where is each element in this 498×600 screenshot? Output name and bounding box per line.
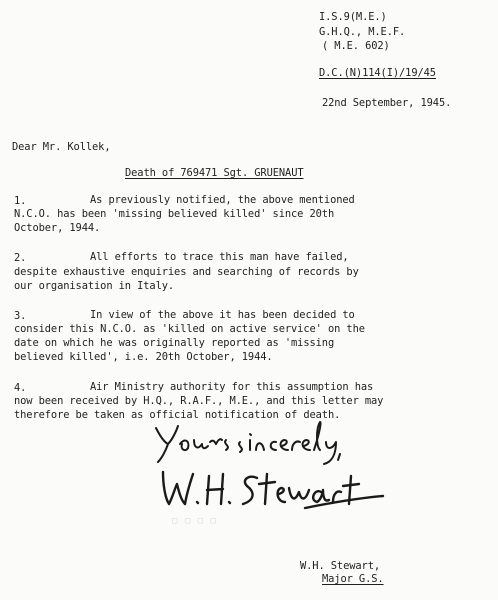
paragraph-number-2: 2.: [14, 252, 27, 264]
faint-stamp-mark: ▢ ▢ ▢ ▢: [172, 516, 217, 526]
paragraph-4-line-2: now been received by H.Q., R.A.F., M.E., and this letter may: [14, 395, 384, 407]
paragraph-2-line-1: All efforts to trace this man have failed,: [90, 251, 349, 263]
paragraph-1-line-2: N.C.O. has been 'missing believed killed' since 20th: [14, 208, 335, 220]
ref-line-1: I.S.9(M.E.): [319, 11, 387, 23]
paragraph-number-4: 4.: [14, 382, 27, 394]
file-reference: D.C.(N)114(I)/19/45: [319, 67, 436, 79]
paragraph-number-3: 3.: [14, 310, 27, 322]
paragraph-3-line-1: In view of the above it has been decided to: [90, 309, 355, 321]
paragraph-1-line-3: October, 1944.: [14, 222, 101, 234]
paragraph-3-line-3: date on which he was originally reported as 'missing: [14, 337, 335, 349]
letter-date: 22nd September, 1945.: [322, 97, 452, 109]
signatory-title: Major G.S.: [322, 573, 384, 585]
ref-line-3: ( M.E. 602): [322, 40, 390, 52]
paragraph-1-line-1: As previously notified, the above mentioned: [90, 194, 355, 206]
handwritten-signature: [155, 468, 385, 513]
paragraph-3-line-4: believed killed', i.e. 20th October, 1944.: [14, 351, 273, 363]
paragraph-3-line-2: consider this N.C.O. as 'killed on active service' on the: [14, 323, 365, 335]
paragraph-4-line-3: therefore be taken as official notification of death.: [14, 409, 341, 421]
paragraph-4-line-1: Air Ministry authority for this assumption has: [90, 381, 374, 393]
paragraph-number-1: 1.: [14, 195, 27, 207]
salutation: Dear Mr. Kollek,: [12, 141, 111, 153]
handwritten-closing: [150, 418, 350, 468]
paragraph-2-line-2: despite exhaustive enquiries and searching of records by: [14, 266, 359, 278]
ref-line-2: G.H.Q., M.E.F.: [319, 26, 406, 38]
paragraph-2-line-3: our organisation in Italy.: [14, 280, 175, 292]
subject-line: Death of 769471 Sgt. GRUENAUT: [125, 167, 304, 179]
signatory-name: W.H. Stewart,: [300, 560, 381, 572]
